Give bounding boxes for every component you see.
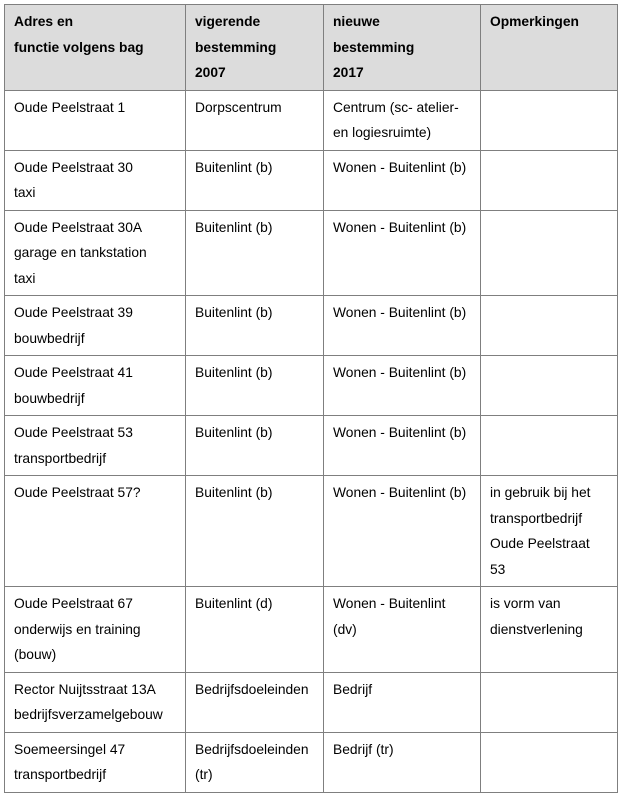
cell-opmerkingen [481,416,618,476]
cell-nieuwe: Wonen - Buitenlint (b) [324,296,481,356]
cell-vigerende: Buitenlint (b) [186,356,324,416]
cell-opmerkingen [481,672,618,732]
cell-vigerende: Buitenlint (b) [186,150,324,210]
cell-vigerende: Buitenlint (b) [186,476,324,587]
cell-opmerkingen [481,210,618,296]
cell-vigerende: Bedrijfsdoeleinden (tr) [186,732,324,792]
table-row [5,296,618,356]
table-row [5,90,618,150]
cell-adres: Oude Peelstraat 53 transportbedrijf [5,416,186,476]
cell-vigerende: Buitenlint (b) [186,416,324,476]
cell-adres: Soemeersingel 47 transportbedrijf [5,732,186,792]
cell-nieuwe: Wonen - Buitenlint (b) [324,416,481,476]
table-row [5,587,618,673]
cell-opmerkingen: in gebruik bij het transportbedrijf Oude Peelstraat 53 [481,476,618,587]
cell-opmerkingen [481,90,618,150]
cell-opmerkingen [481,356,618,416]
cell-nieuwe: Bedrijf (tr) [324,732,481,792]
cell-adres: Oude Peelstraat 67 onderwijs en training (bouw) [5,587,186,673]
table-row [5,356,618,416]
cell-adres: Oude Peelstraat 41 bouwbedrijf [5,356,186,416]
header-vigerende-bestemming: vigerende bestemming 2007 [186,5,324,91]
cell-opmerkingen: is vorm van dienstverlening [481,587,618,673]
table-row [5,672,618,732]
table-row [5,732,618,792]
cell-adres: Oude Peelstraat 57? [5,476,186,587]
cell-vigerende: Dorpscentrum [186,90,324,150]
cell-vigerende: Buitenlint (d) [186,587,324,673]
header-adres: Adres en functie volgens bag [5,5,186,91]
cell-adres: Oude Peelstraat 30 taxi [5,150,186,210]
bestemming-table [4,4,618,793]
cell-nieuwe: Wonen - Buitenlint (b) [324,210,481,296]
cell-nieuwe: Bedrijf [324,672,481,732]
cell-opmerkingen [481,296,618,356]
cell-adres: Oude Peelstraat 39 bouwbedrijf [5,296,186,356]
cell-vigerende: Buitenlint (b) [186,296,324,356]
cell-adres: Oude Peelstraat 30A garage en tankstation taxi [5,210,186,296]
cell-opmerkingen [481,150,618,210]
table-header-row [5,5,618,91]
header-opmerkingen: Opmerkingen [481,5,618,91]
cell-nieuwe: Wonen - Buitenlint (b) [324,476,481,587]
cell-opmerkingen [481,732,618,792]
table-row [5,476,618,587]
cell-nieuwe: Wonen - Buitenlint (b) [324,150,481,210]
cell-nieuwe: Wonen - Buitenlint (b) [324,356,481,416]
header-nieuwe-bestemming: nieuwe bestemming 2017 [324,5,481,91]
cell-adres: Oude Peelstraat 1 [5,90,186,150]
cell-adres: Rector Nuijtsstraat 13A bedrijfsverzamelgebouw [5,672,186,732]
cell-nieuwe: Centrum (sc- atelier- en logiesruimte) [324,90,481,150]
table-row [5,416,618,476]
table-row [5,210,618,296]
cell-vigerende: Bedrijfsdoeleinden [186,672,324,732]
cell-nieuwe: Wonen - Buitenlint (dv) [324,587,481,673]
cell-vigerende: Buitenlint (b) [186,210,324,296]
table-row [5,150,618,210]
